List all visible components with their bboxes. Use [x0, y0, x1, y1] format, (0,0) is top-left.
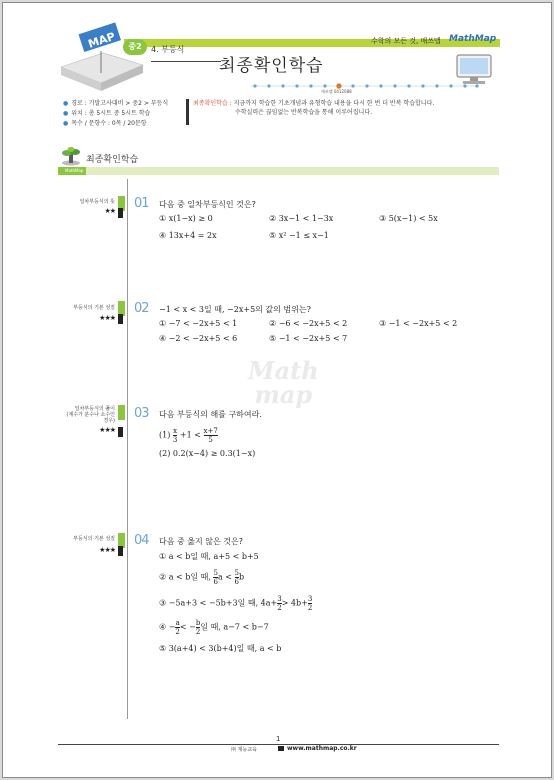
q1-option-4: ④ 13x+4 = 2x	[159, 231, 217, 240]
info-position: 위치 : 총 5시트 중 5시트 학습	[71, 110, 151, 117]
footer-line	[58, 744, 499, 745]
q4-option-4-pre: ④ −	[159, 622, 176, 632]
q4-option-3-pre: ③ −5a+3 < −5b+3일 때, 4a+	[159, 598, 278, 608]
info-left	[63, 99, 168, 129]
footer-url: www.mathmap.co.kr	[287, 745, 357, 752]
section-bar-text: MathMap	[65, 168, 84, 173]
q4-option-1: ① a < b일 때, a+5 < b+5	[159, 552, 259, 561]
bullet-icon: ●	[63, 100, 69, 107]
bullet-icon: ●	[63, 120, 69, 127]
note-label: 최종확인학습 :	[193, 100, 232, 107]
q3-topic	[55, 406, 115, 424]
q4-difficulty-stars: ★★★	[99, 546, 115, 554]
page-title: 최종확인학습	[219, 56, 324, 76]
q4-fraction-d	[308, 595, 312, 612]
q3-stem: 다음 부등식의 해를 구하여라.	[159, 410, 262, 419]
q3-marker-dark	[118, 427, 123, 437]
map-logo	[55, 21, 147, 93]
q4-fraction-b-num: 5	[234, 569, 239, 577]
q3-fraction-2-den: 5	[208, 436, 213, 444]
progress-dots	[249, 81, 481, 91]
q4-fraction-f-num: b	[195, 619, 201, 627]
logo-text: MAP	[86, 29, 117, 51]
q4-option-4-mid: < −	[179, 622, 196, 632]
worksheet-page	[2, 2, 552, 778]
title-underline	[151, 61, 221, 62]
monitor-icon	[451, 53, 497, 87]
q4-option-3	[159, 595, 312, 612]
q2-option-4: ④ −2 < −2x+5 < 6	[159, 334, 238, 343]
q2-difficulty-stars: ★★★	[99, 314, 115, 322]
q2-option-3: ③ −1 < −2x+5 < 2	[379, 319, 458, 328]
q1-topic: 일차부등식의 뜻	[79, 199, 115, 205]
q4-fraction-e-num: a	[175, 619, 180, 627]
q1-difficulty-stars: ★★	[104, 207, 115, 215]
q2-topic: 부등식의 기본 성질	[73, 305, 115, 311]
q4-fraction-a-den: 6	[213, 578, 218, 586]
q1-option-2: ② 3x−1 < 1−3x	[269, 214, 334, 223]
q4-option-2	[159, 569, 244, 586]
q4-marker-dark	[118, 546, 123, 556]
q3-part-1-label: (1)	[159, 430, 171, 440]
q4-fraction-e-den: 2	[175, 628, 180, 636]
q4-option-5: ⑤ 3(a+4) < 3(b+4)일 때, a < b	[159, 644, 282, 653]
watermark-top: Math	[248, 356, 319, 385]
bullet-icon: ●	[63, 110, 69, 117]
margin-line	[127, 179, 128, 719]
watermark	[248, 356, 319, 409]
q4-option-4	[159, 619, 269, 636]
q1-number: 01	[134, 196, 149, 211]
q4-topic: 부등식의 기본 성질	[73, 536, 115, 542]
q3-fraction-1	[173, 427, 177, 444]
q2-marker-dark	[118, 314, 123, 324]
q4-option-4-tail: 일 때, a−7 < b−7	[200, 622, 269, 632]
q3-topic-line2: (계수가 분수나 소수인	[66, 412, 115, 418]
q2-option-1: ① −7 < −2x+5 < 1	[159, 319, 238, 328]
footer-square-icon	[278, 746, 284, 751]
footer-publisher: ㈜ 재능교육	[231, 747, 257, 753]
q4-number: 04	[134, 533, 149, 548]
note-line1: 지금까지 학습한 기초개념과 유형학습 내용을 다시 한 번 더 반복 학습합니다.	[233, 100, 435, 107]
q1-marker-dark	[118, 208, 123, 218]
q3-fraction-2-num: x+7	[203, 427, 218, 435]
q1-option-5: ⑤ x² −1 ≤ x−1	[269, 231, 329, 240]
grade-badge: 중2	[123, 39, 147, 55]
q4-fraction-b-den: 6	[234, 578, 239, 586]
q2-stem: −1 < x < 3일 때, −2x+5의 값의 범위는?	[159, 305, 311, 314]
page-code: 매쓰맵 0412088	[321, 89, 352, 94]
q4-fraction-c-num: 3	[277, 595, 282, 603]
info-path: 경로 : 기말고사대비 > 중2 > 부등식	[71, 100, 169, 107]
q4-option-2-mid: a <	[217, 572, 232, 582]
plant-icon	[58, 146, 84, 166]
q4-fraction-c-den: 2	[277, 604, 282, 612]
section-bar	[58, 167, 499, 175]
watermark-bottom: map	[254, 380, 313, 409]
q3-part-2: (2) 0.2(x−4) ≥ 0.3(1−x)	[159, 449, 256, 458]
q4-stem: 다음 중 옳지 않은 것은?	[159, 537, 243, 546]
info-note	[193, 99, 493, 117]
q3-part-1-mid: +1 <	[179, 430, 201, 440]
q4-fraction-f-den: 2	[195, 628, 201, 636]
info-divider	[186, 99, 189, 125]
q3-topic-line3: 경우)	[103, 418, 115, 424]
unit-label: 4. 부등식	[151, 45, 185, 54]
section-title: 최종확인학습	[86, 155, 139, 165]
q4-option-2-pre: ② a < b일 때,	[159, 572, 211, 582]
q1-option-1: ① x(1−x) ≥ 0	[159, 214, 213, 223]
q3-difficulty-stars: ★★★	[99, 426, 115, 434]
tagline: 수학의 모든 것, 매쓰맵	[371, 37, 441, 45]
q4-fraction-d-num: 3	[307, 595, 313, 603]
q3-number: 03	[134, 406, 149, 421]
q3-marker	[118, 405, 125, 420]
page-number: 1	[276, 735, 281, 743]
brand-logo: MathMap	[449, 34, 497, 44]
q1-option-3: ③ 5(x−1) < 5x	[379, 214, 438, 223]
q3-fraction-2	[204, 427, 218, 444]
q3-part-1	[159, 427, 218, 444]
q4-fraction-d-den: 2	[307, 604, 313, 612]
q3-fraction-1-den: 3	[172, 436, 178, 444]
q2-option-2: ② −6 < −2x+5 < 2	[269, 319, 348, 328]
q2-number: 02	[134, 301, 149, 316]
q3-fraction-1-num: x	[173, 427, 178, 435]
q4-option-3-mid: > 4b+	[281, 598, 308, 608]
info-score: 목수 / 문항수 : 0목 / 20문항	[71, 120, 147, 127]
q2-option-5: ⑤ −1 < −2x+5 < 7	[269, 334, 348, 343]
q4-fraction-a-num: 5	[213, 569, 218, 577]
note-line2: 수학실력은 끊임없는 반복학습을 통해 이루어집니다.	[235, 109, 373, 116]
q3-topic-line1: 일차부등식의 풀이	[74, 406, 115, 412]
q4-option-2-tail: b	[238, 572, 245, 582]
q1-stem: 다음 중 일차부등식인 것은?	[159, 200, 256, 209]
